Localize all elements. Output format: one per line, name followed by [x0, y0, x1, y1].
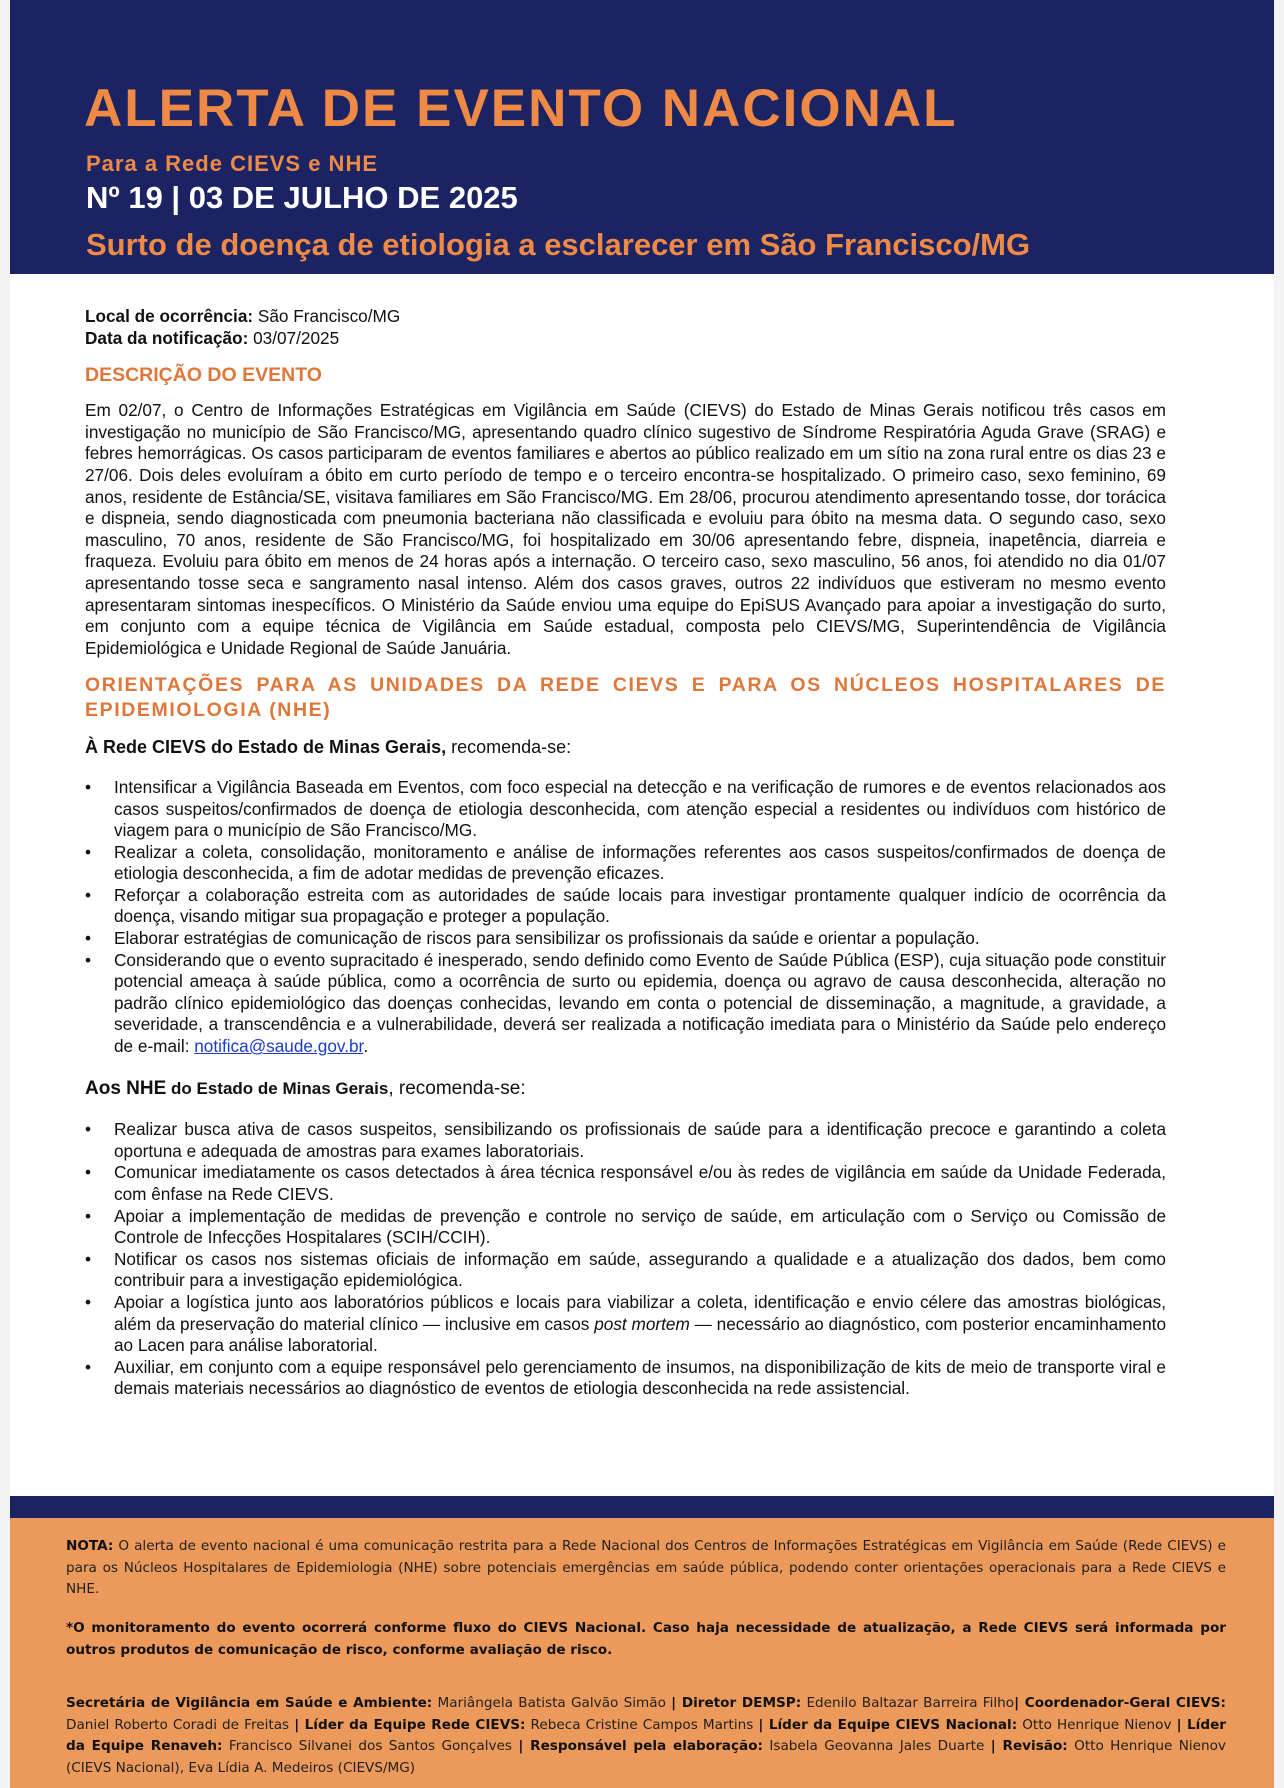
footer-divider-band — [10, 1496, 1274, 1518]
bullet-icon: • — [85, 1205, 92, 1226]
list-item — [85, 842, 1166, 885]
note-label: NOTA: — [66, 1538, 114, 1554]
local-label: Local de ocorrência: — [85, 306, 254, 326]
credit-value: Francisco Silvanei dos Santos Gonçalves — [222, 1738, 519, 1755]
list-item-text: Auxiliar, em conjunto com a equipe responsável pelo gerenciamento de insumos, na disponibilização de kits de meio de transporte viral e demais materiais necessários ao diagnóstico de eventos de etiologia desconhecida na rede assistencial. — [114, 1356, 1166, 1399]
date-line — [85, 328, 1166, 350]
monitoring-text: *O monitoramento do evento ocorrerá conforme fluxo do CIEVS Nacional. Caso haja necessidade de atualização, a Rede CIEVS será informada por outros produtos de comunicação de risco, conforme avaliação de risco. — [66, 1620, 1226, 1658]
credit-label: Líder da Equipe CIEVS Nacional: — [768, 1716, 1018, 1733]
bullet-icon: • — [85, 1162, 92, 1183]
bullet-icon: • — [85, 884, 92, 905]
list-item-text: Comunicar imediatamente os casos detectados à área técnica responsável e/ou às redes de vigilância em saúde da Unidade Federada, com ênfase na Rede CIEVS. — [114, 1162, 1166, 1204]
credit-separator: | — [1176, 1716, 1188, 1733]
list-item — [85, 885, 1166, 928]
list-item — [85, 928, 1166, 950]
credit-label: Secretária de Vigilância em Saúde e Ambiente: — [66, 1695, 433, 1711]
credit-label: Líder da Equipe Rede CIEVS: — [304, 1716, 526, 1733]
credit-label: Revisão: — [1002, 1738, 1068, 1755]
nhe-lead — [85, 1078, 1166, 1100]
credit-separator: | — [518, 1738, 531, 1755]
local-line — [85, 306, 1166, 328]
bullet-icon: • — [85, 1356, 92, 1377]
credit-value: Otto Henrique Nienov (CIEVS Nacional), Eva Lídia A. Medeiros (CIEVS/MG) — [66, 1738, 1226, 1776]
nhe-lead-rest: , recomenda-se: — [388, 1077, 526, 1099]
bullet-icon: • — [85, 1119, 92, 1140]
guidance-heading: ORIENTAÇÕES PARA AS UNIDADES DA REDE CIEVS E PARA OS NÚCLEOS HOSPITALARES DE EPIDEMIOLOGIA (NHE) — [85, 674, 1166, 722]
credit-separator: | — [990, 1738, 1003, 1755]
credit-value: Rebeca Cristine Campos Martins — [525, 1716, 759, 1733]
nhe-list — [85, 1119, 1166, 1400]
list-item-text: Notificar os casos nos sistemas oficiais de informação em saúde, assegurando a qualidade e a atualização dos dados, bem como contribuir para a investigação epidemiológica. — [114, 1248, 1166, 1291]
list-item — [85, 950, 1166, 1058]
list-item — [85, 1357, 1166, 1400]
credit-separator: | — [1014, 1695, 1025, 1711]
document-title: ALERTA DE EVENTO NACIONAL — [84, 79, 958, 138]
local-value: São Francisco/MG — [257, 306, 401, 326]
bullet-icon: • — [85, 949, 92, 970]
bullet-icon: • — [85, 1291, 92, 1312]
credit-value: Edenilo Baltazar Barreira Filho — [801, 1695, 1015, 1711]
document-page — [10, 0, 1274, 1788]
credit-label: Líder da Equipe Renaveh: — [66, 1716, 1226, 1755]
credit-value: Isabela Geovanna Jales Duarte — [762, 1738, 991, 1755]
bullet-icon: • — [85, 1248, 92, 1269]
list-item — [85, 777, 1166, 842]
list-item-text: Considerando que o evento supracitado é inesperado, sendo definido como Evento de Saúde Pública (ESP), cuja situação pode constituir potencial ameaça à saúde pública, como a ocorrência de surto ou epidemia, doença ou agravo de causa desconhecida, alteração no padrão clínico epidemiológico das doenças conhecidas, levando em conta o potencial de disseminação, a magnitude, a gravidade, a severidade, a transcendência e a vulnerabilidade, deverá ser realizada a notificação imediata para o Ministério da Saúde pelo endereço de e-mail: — [114, 949, 1166, 1057]
credit-label: Responsável pela elaboração: — [530, 1738, 763, 1755]
credit-value: Mariângela Batista Galvão Simão — [432, 1695, 672, 1711]
document-body — [85, 306, 1166, 1400]
date-label: Data da notificação: — [85, 327, 249, 348]
cievs-lead — [85, 737, 1166, 759]
cievs-lead-rest: recomenda-se: — [446, 737, 572, 758]
bullet-icon: • — [85, 928, 92, 949]
bullet-icon: • — [85, 776, 92, 797]
header-banner — [10, 0, 1274, 274]
list-item-text: — necessário ao diagnóstico, com posterior encaminhamento ao Lacen para análise laboratorial. — [114, 1313, 1167, 1356]
credit-separator: | — [294, 1716, 305, 1733]
list-item-end: . — [363, 1036, 369, 1057]
issue-number-date: Nº 19 | 03 DE JULHO DE 2025 — [86, 180, 518, 215]
list-item-text: Realizar a coleta, consolidação, monitoramento e análise de informações referentes aos casos suspeitos/confirmados de doença de etiologia desconhecida, a fim de adotar medidas de prevenção eficazes. — [114, 841, 1166, 884]
list-item-text: Apoiar a implementação de medidas de prevenção e controle no serviço de saúde, em articulação com o Serviço ou Comissão de Controle de Infecções Hospitalares (SCIH/CCIH). — [114, 1205, 1166, 1248]
list-item-emphasis: post mortem — [594, 1313, 690, 1334]
cievs-lead-bold: À Rede CIEVS do Estado de Minas Gerais, — [85, 737, 447, 758]
list-item — [85, 1249, 1166, 1292]
credit-separator: | — [671, 1695, 682, 1711]
note-text: O alerta de evento nacional é uma comunicação restrita para a Rede Nacional dos Centros de Informações Estratégicas em Vigilância em Saúde (Rede CIEVS) e para os Núcleos Hospitalares de Epidemiologia (NHE) sobre potenciais emergências em saúde pública, podendo conter orientações operacionais para a Rede CIEVS e NHE. — [66, 1538, 1226, 1598]
nhe-lead-bold-a: Aos NHE — [85, 1077, 167, 1099]
list-item — [85, 1206, 1166, 1249]
footer-credits — [66, 1693, 1226, 1779]
footer-monitoring — [66, 1618, 1226, 1661]
list-item — [85, 1292, 1166, 1357]
list-item-text: Reforçar a colaboração estreita com as autoridades de saúde locais para investigar prontamente qualquer indício de ocorrência da doença, visando mitigar sua propagação e proteger a população. — [114, 884, 1166, 927]
credit-label: Diretor DEMSP: — [681, 1695, 802, 1711]
list-item-text: Elaborar estratégias de comunicação de riscos para sensibilizar os profissionais da saúde e orientar a população. — [114, 928, 980, 949]
credit-value: Otto Henrique Nienov — [1017, 1716, 1177, 1733]
nhe-lead-bold-b: do Estado de Minas Gerais — [166, 1078, 389, 1098]
list-item-text: Apoiar a logística junto aos laboratórios públicos e locais para viabilizar a coleta, identificação e envio célere das amostras biológicas, além da preservação do material clínico — inclusive em casos — [114, 1291, 1166, 1334]
list-item-text: Realizar busca ativa de casos suspeitos, sensibilizando os profissionais de saúde para a identificação precoce e garantindo a coleta oportuna e adequada de amostras para exames laboratoriais. — [114, 1119, 1166, 1161]
credit-label: Coordenador-Geral CIEVS: — [1024, 1695, 1226, 1711]
description-text: Em 02/07, o Centro de Informações Estratégicas em Vigilância em Saúde (CIEVS) do Estado de Minas Gerais notificou três casos em investigação no município de São Francisco/MG, apresentando quadro clínico sugestivo de Síndrome Respiratória Aguda Grave (SRAG) e febres hemorrágicas. Os casos participaram de eventos familiares e abertos ao público realizado em um sítio na zona rural entre os dias 23 e 27/06. Dois deles evoluíram a óbito em curto período de tempo e o terceiro encontra-se hospitalizado. O primeiro caso, sexo feminino, 69 anos, residente de Estância/SE, visitava familiares em São Francisco/MG. Em 28/06, procurou atendimento apresentando tosse, dor torácica e dispneia, sendo diagnosticada com pneumonia bacteriana não classificada e evoluiu para óbito na mesma data. O segundo caso, sexo masculino, 70 anos, residente de São Francisco/MG, foi hospitalizado em 30/06 apresentando febre, dispneia, inapetência, diarreia e fraqueza. Evoluiu para óbito em menos de 24 horas após a internação. O terceiro caso, sexo masculino, 56 anos, foi atendido no dia 01/07 apresentando tosse seca e sangramento nasal intenso. Além dos casos graves, outros 22 indivíduos que estiveram no mesmo evento apresentaram sintomas inespecíficos. O Ministério da Saúde enviou uma equipe do EpiSUS Avançado para apoiar a investigação do surto, em conjunto com a equipe técnica de Vigilância em Saúde estadual, composta pelo CIEVS/MG, Superintendência de Vigilância Epidemiológica e Unidade Regional de Saúde Januária. — [85, 400, 1166, 658]
footer-note — [66, 1536, 1226, 1601]
footer-panel — [10, 1518, 1274, 1788]
list-item — [85, 1119, 1166, 1162]
cievs-list — [85, 777, 1166, 1058]
credit-separator: | — [758, 1716, 769, 1733]
email-link[interactable]: notifica@saude.gov.br — [194, 1036, 364, 1057]
list-item-text: Intensificar a Vigilância Baseada em Eventos, com foco especial na detecção e na verificação de rumores e de eventos relacionados aos casos suspeitos/confirmados de doença de etiologia desconhecida, com atenção especial a residentes ou indivíduos com histórico de viagem para o município de São Francisco/MG. — [114, 776, 1166, 841]
credit-value: Daniel Roberto Coradi de Freitas — [66, 1716, 295, 1733]
description-heading: DESCRIÇÃO DO EVENTO — [85, 364, 322, 387]
date-value: 03/07/2025 — [253, 327, 340, 348]
list-item — [85, 1162, 1166, 1205]
document-subtitle: Para a Rede CIEVS e NHE — [86, 151, 379, 176]
alert-topic: Surto de doença de etiologia a esclarecer em São Francisco/MG — [86, 227, 1031, 262]
bullet-icon: • — [85, 841, 92, 862]
